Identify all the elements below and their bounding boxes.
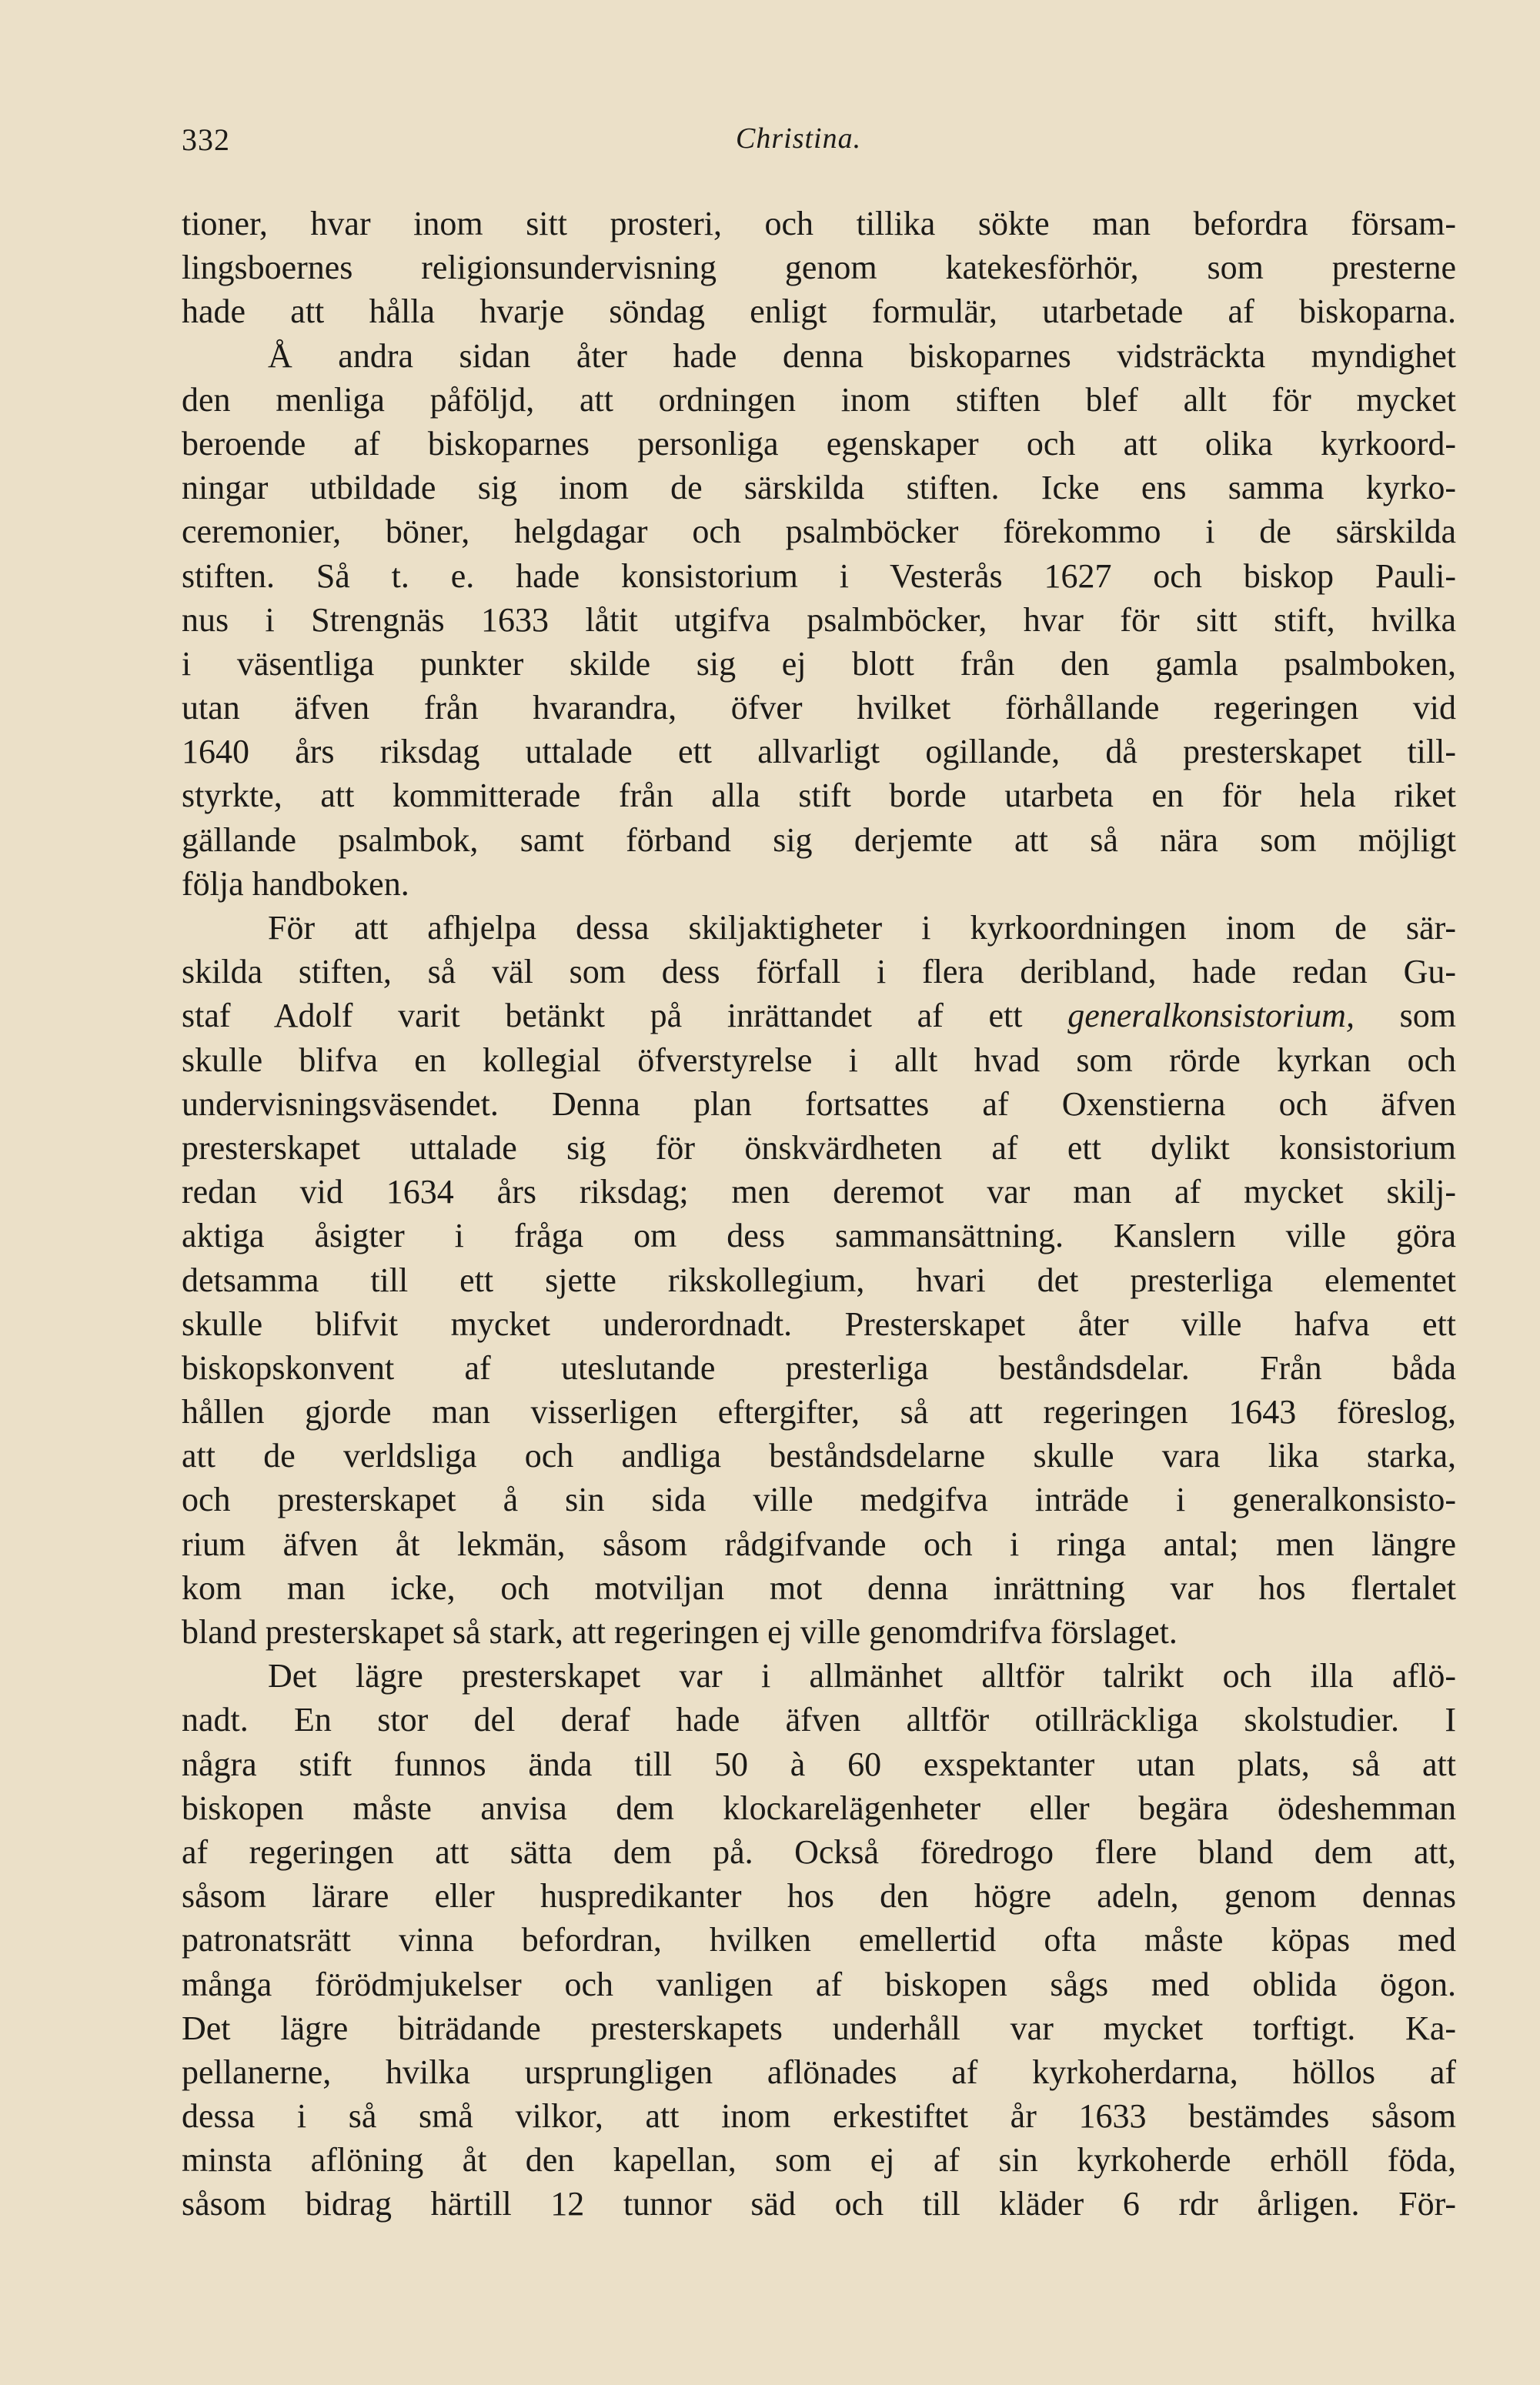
- text-line: lingsboernes religionsundervisning genom katekesförhör, som presterne: [182, 249, 1456, 287]
- text-line: dessa i så små vilkor, att inom erkestiftet år 1633 bestämdes såsom: [182, 2097, 1456, 2136]
- text-line: 1640 års riksdag uttalade ett allvarligt ogillande, då presterskapet till-: [182, 733, 1456, 771]
- text-line: Det lägre presterskapet var i allmänhet alltför talrikt och illa aflö-: [268, 1657, 1456, 1695]
- text-segment: staf Adolf varit betänkt på inrättandet af ett: [182, 997, 1023, 1035]
- text-line: [182, 994, 1456, 1037]
- text-line: stiften. Så t. e. hade konsistorium i Vesterås 1627 och biskop Pauli-: [182, 556, 1456, 595]
- text-line: aktiga åsigter i fråga om dess sammansättning. Kanslern ville göra: [182, 1217, 1456, 1255]
- text-line: nadt. En stor del deraf hade äfven alltför otillräckliga skolstudier. I: [182, 1701, 1456, 1739]
- text-line: presterskapet uttalade sig för önskvärdheten af ett dylikt konsistorium: [182, 1128, 1456, 1167]
- text-line: tioner, hvar inom sitt prosteri, och tillika sökte man befordra försam-: [182, 205, 1456, 242]
- text-line: följa handboken.: [182, 864, 409, 903]
- text-line: nus i Strengnäs 1633 låtit utgifva psalmböcker, hvar för sitt stift, hvilka: [182, 600, 1456, 639]
- text-line: biskopskonvent af uteslutande presterliga beståndsdelar. Från båda: [182, 1348, 1456, 1387]
- text-line: redan vid 1634 års riksdag; men deremot var man af mycket skilj-: [182, 1173, 1456, 1211]
- text-line: skulle blifva en kollegial öfverstyrelse i allt hvad som rörde kyrkan och: [182, 1041, 1456, 1079]
- text-line: ningar utbildade sig inom de särskilda stiften. Icke ens samma kyrko-: [182, 469, 1456, 507]
- text-line: hade att hålla hvarje söndag enligt formulär, utarbetade af biskoparna.: [182, 292, 1456, 331]
- running-title: Christina.: [736, 122, 862, 155]
- text-line: beroende af biskoparnes personliga egenskaper och att olika kyrkoord-: [182, 424, 1456, 463]
- text-line: af regeringen att sätta dem på. Också föredrogo flere bland dem att,: [182, 1832, 1456, 1871]
- text-line: såsom bidrag härtill 12 tunnor säd och till kläder 6 rdr årligen. För-: [182, 2185, 1456, 2223]
- text-line: såsom lärare eller huspredikanter hos den högre adeln, genom dennas: [182, 1877, 1456, 1916]
- text-line: kom man icke, och motviljan mot denna inrättning var hos flertalet: [182, 1568, 1456, 1607]
- text-line: biskopen måste anvisa dem klockarelägenheter eller begära ödeshemman: [182, 1789, 1456, 1827]
- text-line: pellanerne, hvilka ursprungligen aflönades af kyrkoherdarna, höllos af: [182, 2053, 1456, 2091]
- text-line: utan äfven från hvarandra, öfver hvilket förhållande regeringen vid: [182, 689, 1456, 727]
- text-line: undervisningsväsendet. Denna plan fortsattes af Oxenstierna och äfven: [182, 1084, 1456, 1123]
- text-line: att de verldsliga och andliga beståndsdelarne skulle vara lika starka,: [182, 1437, 1456, 1475]
- text-line: detsamma till ett sjette rikskollegium, hvari det presterliga elementet: [182, 1261, 1456, 1299]
- text-line: minsta aflöning åt den kapellan, som ej af sin kyrkoherde erhöll föda,: [182, 2141, 1456, 2180]
- text-line: många förödmjukelser och vanligen af biskopen sågs med oblida ögon.: [182, 1965, 1456, 2003]
- text-line: gällande psalmbok, samt förband sig derjemte att så nära som möjligt: [182, 820, 1456, 859]
- text-line: bland presterskapet så stark, att regeringen ej ville genomdrifva förslaget.: [182, 1613, 1178, 1651]
- text-line: skulle blifvit mycket underordnadt. Presterskapet åter ville hafva ett: [182, 1304, 1456, 1343]
- text-line: skilda stiften, så väl som dess förfall i flera deribland, hade redan Gu-: [182, 953, 1456, 991]
- italic-term: generalkonsistorium,: [1067, 997, 1355, 1035]
- text-line: rium äfven åt lekmän, såsom rådgifvande och i ringa antal; men längre: [182, 1525, 1456, 1563]
- text-line: styrkte, att kommitterade från alla stift borde utarbeta en för hela riket: [182, 777, 1456, 815]
- page-number: 332: [182, 122, 230, 157]
- text-line: och presterskapet å sin sida ville medgifva inträde i generalkonsisto-: [182, 1481, 1456, 1519]
- text-line: hållen gjorde man visserligen eftergifter, så att regeringen 1643 föreslog,: [182, 1393, 1456, 1431]
- text-line: Det lägre biträdande presterskapets underhåll var mycket torftigt. Ka-: [182, 2009, 1456, 2047]
- text-line: några stift funnos ända till 50 à 60 exspektanter utan plats, så att: [182, 1745, 1456, 1783]
- text-line: Å andra sidan åter hade denna biskoparnes vidsträckta myndighet: [268, 336, 1456, 375]
- body-text: [182, 202, 1456, 2226]
- text-line: ceremonier, böner, helgdagar och psalmböcker förekommo i de särskilda: [182, 513, 1456, 551]
- text-segment: som: [1399, 997, 1456, 1035]
- text-line: den menliga påföljd, att ordningen inom stiften blef allt för mycket: [182, 380, 1456, 419]
- text-line: patronatsrätt vinna befordran, hvilken emellertid ofta måste köpas med: [182, 1921, 1456, 1959]
- text-line: För att afhjelpa dessa skiljaktigheter i kyrkoordningen inom de sär-: [268, 909, 1456, 947]
- text-line: i väsentliga punkter skilde sig ej blott från den gamla psalmboken,: [182, 644, 1456, 683]
- running-head: [182, 122, 1456, 168]
